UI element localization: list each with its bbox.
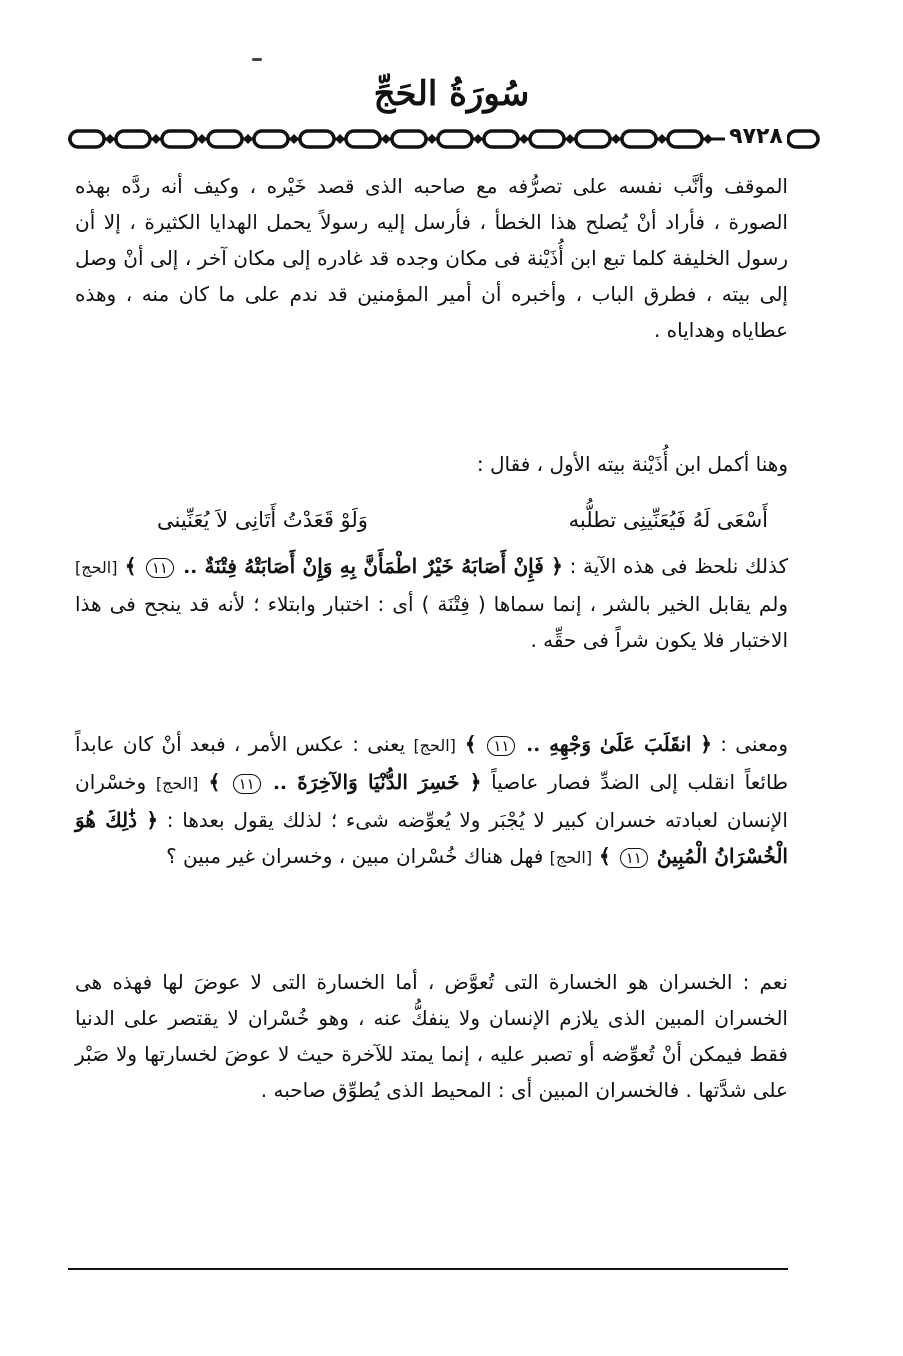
chain-link	[530, 131, 564, 147]
quran-quote-end: ﴾	[198, 770, 231, 794]
chain-diamond	[611, 134, 621, 144]
poem-hemistich-left: وَلَوْ قَعَدْتُ أَتَانِى لاَ يُعَنِّينى	[157, 508, 368, 532]
page-number: ٩٧٢٨	[725, 123, 787, 151]
p4-mid-1: يعنى : عكس الأمر ، فبعد أنْ كان عابداً طائعاً انقلب إلى الضدِّ فصار عاصياً	[75, 732, 789, 794]
chain-link	[668, 131, 702, 147]
quran-quote: ﴿ ذَٰلِكَ هُوَ الْخُسْرَانُ الْمُبِينُ	[75, 808, 788, 868]
aya-number-badge: ١١	[620, 848, 648, 868]
quran-quote-end: ﴾	[117, 554, 144, 578]
chain-link	[484, 131, 518, 147]
p4-mid-2: وخسْران الإنسان لعبادته خسران كبير لا يُجْبَر ولا يُعوِّضه شىء ؛ لذلك يقول بعدها :	[75, 770, 788, 832]
chain-diamond	[703, 134, 713, 144]
chain-link	[208, 131, 242, 147]
p3-intro: كذلك نلحظ فى هذه الآية :	[562, 554, 788, 578]
chain-diamond	[243, 134, 253, 144]
paragraph-2: وهنا أكمل ابن أُذَيْنة بيته الأول ، فقال :	[476, 452, 788, 476]
chain-diamond	[381, 134, 391, 144]
ornamental-chain-divider	[66, 122, 820, 156]
p3-rest: ولم يقابل الخير بالشر ، إنما سماها ( فِتْنَة ) أى : اختبار وابتلاء ؛ لأنه قد ينجح فى هذا الاختبار فلا يكون شراً فى حقِّه .	[75, 592, 788, 652]
surah-reference: [الحج]	[155, 774, 199, 793]
paragraph-3	[75, 548, 788, 658]
chain-link	[70, 131, 104, 147]
chain-diamond	[519, 134, 529, 144]
chain-link	[392, 131, 426, 147]
quran-quote-end: ﴾	[592, 844, 618, 868]
ink-mark	[252, 58, 262, 61]
quran-quote: ﴿ فَإِنْ أَصَابَهُ خَيْرٌ اطْمَأَنَّ بِهِ وَإِنْ أَصَابَتْهُ فِتْنَةٌ ..	[175, 554, 563, 578]
paragraph-4	[75, 726, 788, 876]
chain-diamond	[473, 134, 483, 144]
chain-ornament	[66, 122, 820, 156]
chain-link	[162, 131, 196, 147]
poem-verse	[75, 500, 788, 540]
chain-link	[622, 131, 656, 147]
paragraph-1: الموقف وأنَّب نفسه على تصرُّفه مع صاحبه الذى قصد خَيْره ، وكيف أنه ردَّه بهذه الصورة ، فأراد أنْ يُصلح هذا الخطأ ، فأرسل إليه رسولاً يحمل الهدايا الكثيرة ، إلا أن رسول الخليفة كلما تبع ابن أُذَيْنة فى مكان وجده قد غادره إلى مكان آخر ، إلى أنْ وصل إلى بيته ، فطرق الباب ، وأخبره أن أمير المؤمنين قد ندم على ما كان منه ، وهذه عطاياه وهداياه .	[75, 174, 788, 342]
chain-diamond	[197, 134, 207, 144]
surah-title: سُورَةُ الحَجِّ	[373, 74, 530, 114]
paragraph-5: نعم : الخسران هو الخسارة التى تُعوَّض ، أما الخسارة التى لا عوضَ لها فهذه هى الخسران المبين الذى يلازم الإنسان ولا ينفكُّ عنه ، وهو خُسْران لا يقتصر على الدنيا فقط فيمكن أنْ تُعوِّضه أو تصبر عليه ، إنما يمتد للآخرة حيث لا عوضَ لخسارتها ولا صَبْر على شدَّتها . فالخسران المبين أى : المحيط الذى يُطوِّق صاحبه .	[75, 970, 788, 1102]
chain-link	[576, 131, 610, 147]
surah-reference: [الحج]	[75, 558, 118, 577]
chain-diamond	[657, 134, 667, 144]
chain-diamond	[427, 134, 437, 144]
footer-rule	[68, 1268, 788, 1270]
chain-link	[300, 131, 334, 147]
aya-number-badge: ١١	[233, 774, 261, 794]
p4-intro: ومعنى :	[712, 732, 788, 756]
poem-hemistich-right: أَسْعَى لَهُ فَيُعَنِّينِى تطلُّبه	[568, 508, 768, 532]
chain-link	[438, 131, 472, 147]
chain-link	[254, 131, 288, 147]
quran-quote: ﴿ خَسِرَ الدُّنْيَا وَالآخِرَةَ ..	[262, 770, 482, 794]
chain-link	[116, 131, 150, 147]
chain-diamond	[335, 134, 345, 144]
chain-link	[346, 131, 380, 147]
chain-link	[788, 131, 818, 147]
surah-reference: [الحج]	[413, 736, 456, 755]
chain-diamond	[565, 134, 575, 144]
quran-quote-end: ﴾	[455, 732, 486, 756]
chain-diamond	[151, 134, 161, 144]
chain-diamond	[105, 134, 115, 144]
surah-reference: [الحج]	[549, 848, 593, 867]
aya-number-badge: ١١	[487, 736, 515, 756]
quran-quote: ﴿ انقَلَبَ عَلَىٰ وَجْهِهِ ..	[517, 732, 713, 756]
p4-end: فهل هناك خُسْران مبين ، وخسران غير مبين ؟	[166, 844, 550, 868]
aya-number-badge: ١١	[146, 558, 174, 578]
chain-diamond	[289, 134, 299, 144]
